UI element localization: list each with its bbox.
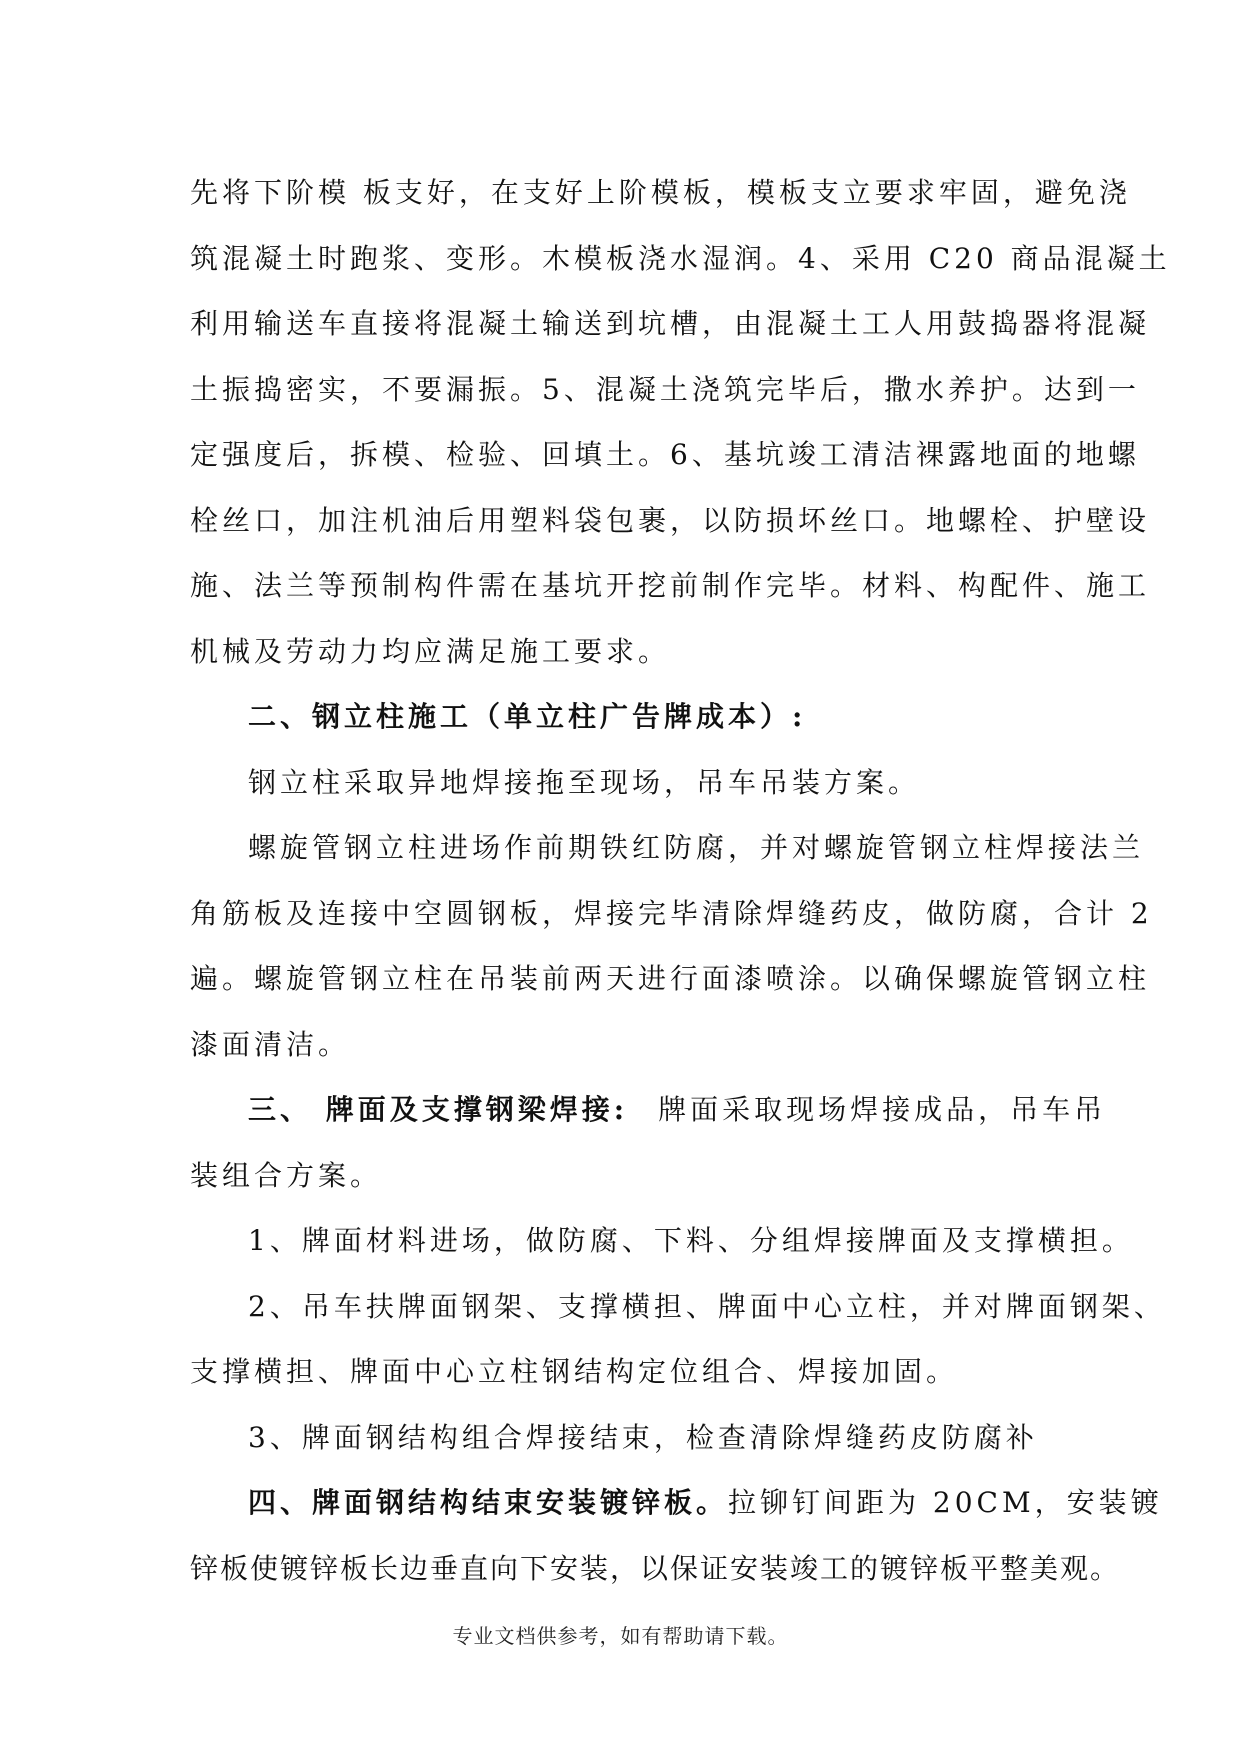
section2-paragraph-2-line: 漆面清洁。 — [190, 1027, 351, 1061]
section3-text: 牌面采取现场焊接成品，吊车吊 — [658, 1093, 1107, 1126]
section3-item: 3、牌面钢结构组合焊接结束，检查清除焊缝药皮防腐补 — [248, 1420, 1038, 1454]
page-footer: 专业文档供参考，如有帮助请下载。 — [452, 1624, 789, 1648]
body-line: 栓丝口，加注机油后用塑料袋包裹，以防损坏丝口。地螺栓、护壁设 — [190, 503, 1151, 537]
body-line: 利用输送车直接将混凝土输送到坑槽，由混凝土工人用鼓捣器将混凝 — [190, 307, 1151, 340]
section3-item: 1、牌面材料进场，做防腐、下料、分组焊接牌面及支撑横担。 — [248, 1224, 1134, 1257]
section-heading-4: 四、牌面钢结构结束安装镀锌板。 — [248, 1486, 729, 1519]
section-heading-3: 三、 牌面及支撑钢梁焊接: — [248, 1093, 629, 1126]
document-body — [190, 160, 1171, 1601]
body-line: 土振捣密实，不要漏振。5、混凝土浇筑完毕后，撒水养护。达到一 — [190, 372, 1140, 406]
section2-paragraph-2-line: 遍。螺旋管钢立柱在吊装前两天进行面漆喷涂。以确保螺旋管钢立柱 — [190, 962, 1151, 995]
body-line: 先将下阶模 板支好，在支好上阶模板，模板支立要求牢固，避免浇 — [190, 176, 1131, 209]
section2-paragraph-1: 钢立柱采取异地焊接拖至现场，吊车吊装方案。 — [248, 765, 921, 799]
section4-text: 拉铆钉间距为 20CM，安装镀 — [728, 1486, 1163, 1519]
section4-first-line — [190, 1470, 1163, 1536]
section3-item-continued: 支撑横担、牌面中心立柱钢结构定位组合、焊接加固。 — [190, 1355, 959, 1388]
section3-first-line — [190, 1077, 1107, 1143]
section3-item: 2、吊车扶牌面钢架、支撑横担、牌面中心立柱，并对牌面钢架、 — [248, 1289, 1166, 1323]
section3-text-continued: 装组合方案。 — [190, 1158, 383, 1192]
section2-paragraph-2-line: 角筋板及连接中空圆钢板，焊接完毕清除焊缝药皮，做防腐，合计 2 — [190, 896, 1153, 930]
section-heading-2: 二、钢立柱施工（单立柱广告牌成本）: — [248, 700, 807, 733]
body-line: 施、法兰等预制构件需在基坑开挖前制作完毕。材料、构配件、施工 — [190, 569, 1151, 602]
section4-text-continued: 锌板使镀锌板长边垂直向下安装，以保证安装竣工的镀锌板平整美观。 — [190, 1551, 1121, 1585]
body-line: 定强度后，拆模、检验、回填土。6、基坑竣工清洁裸露地面的地螺 — [190, 438, 1140, 471]
body-line: 筑混凝土时跑浆、变形。木模板浇水湿润。4、采用 C20 商品混凝土 — [190, 241, 1171, 275]
body-line: 机械及劳动力均应满足施工要求。 — [190, 634, 671, 668]
section2-paragraph-2-line: 螺旋管钢立柱进场作前期铁红防腐，并对螺旋管钢立柱焊接法兰 — [248, 831, 1145, 864]
